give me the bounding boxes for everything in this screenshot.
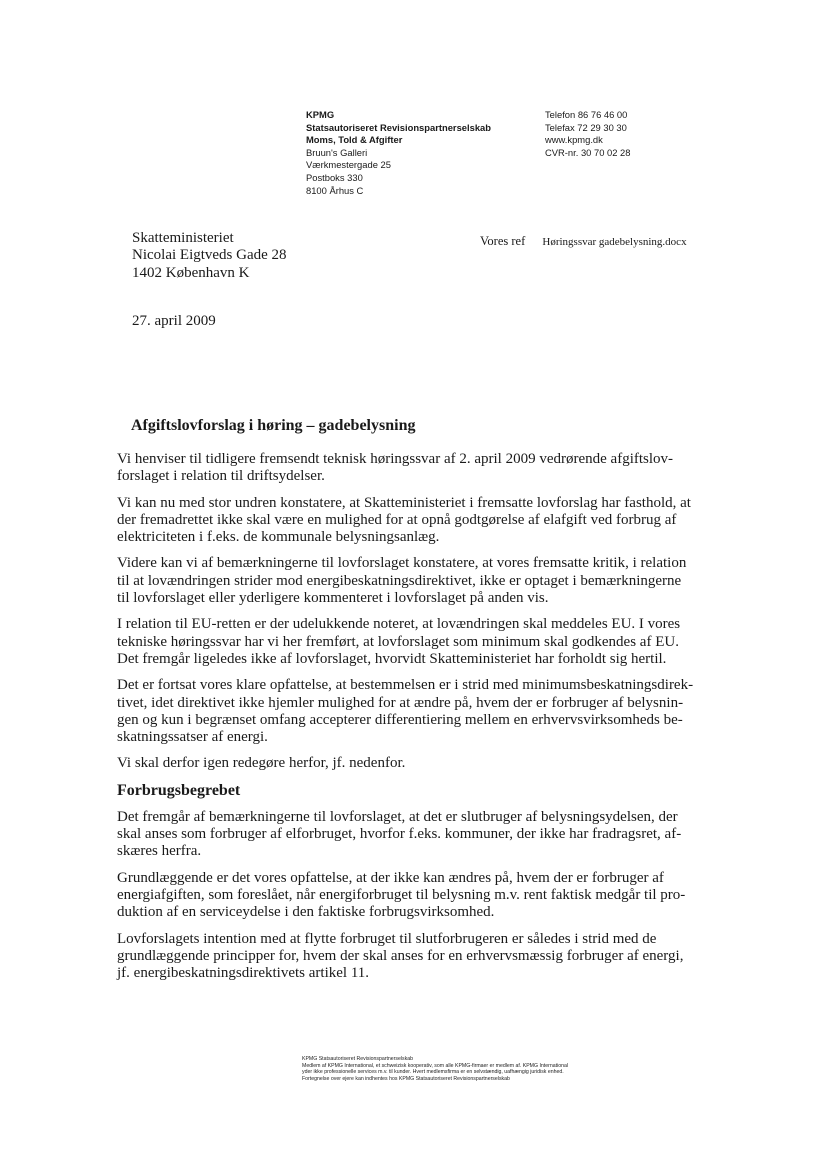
company-legal-name: Statsautoriseret Revisionspartnerselskab [306, 121, 491, 133]
paragraph [117, 931, 707, 983]
address-line: Postboks 330 [306, 171, 363, 183]
paragraph-line: Vi kan nu med stor undren konstatere, at Skatteministeriet i fremsatte lovforslag har fasthold, at [117, 494, 691, 511]
paragraph-line: duktion af en serviceydelse i den faktiske forbrugsvirksomhed. [117, 904, 495, 921]
recipient-line: Skatteministeriet [132, 230, 234, 246]
paragraph-line: I relation til EU-retten er der udelukkende noteret, at lovændringen skal meddeles EU. I vores [117, 616, 681, 633]
recipient-address [132, 230, 287, 282]
reference [480, 234, 687, 249]
recipient-line: 1402 København K [132, 264, 250, 281]
footer-legal-note [302, 1056, 568, 1082]
footer-line: Fortegnelse over ejere kan indhentes hos KPMG Statsautoriseret Revisionspartnerselskab [302, 1075, 510, 1082]
phone: Telefon 86 76 46 00 [545, 109, 628, 120]
paragraph-line: til at lovændringen strider mod energibeskatningsdirektivet, ikke er optaget i bemærkningerne [117, 572, 682, 589]
footer-line: KPMG Statsautoriseret Revisionspartnerselskab [302, 1056, 414, 1062]
company-department: Moms, Told & Afgifter [306, 134, 403, 146]
paragraph-line: tivet, idet direktivet ikke hjemler mulighed for at ændre på, hvem der er forbruger af belysnin- [117, 694, 684, 711]
address-line: 8100 Århus C [306, 184, 364, 196]
address-line: Bruun's Galleri [306, 146, 368, 158]
company-address-block [306, 109, 536, 197]
reference-value: Høringssvar gadebelysning.docx [542, 236, 687, 248]
paragraph [117, 495, 707, 547]
paragraph-line: Vi skal derfor igen redegøre herfor, jf. nedenfor. [117, 755, 406, 772]
paragraph [117, 809, 707, 861]
paragraph-line: til lovforslaget eller yderligere kommenteret i lovforslaget på anden vis. [117, 590, 549, 607]
letter-body [117, 416, 707, 982]
fax: Telefax 72 29 30 30 [545, 121, 627, 133]
contact-block [545, 109, 705, 159]
cvr-number: CVR-nr. 30 70 02 28 [545, 146, 631, 158]
paragraph-line: Grundlæggende er det vores opfattelse, at der ikke kan ændres på, hvem der er forbruger af [117, 869, 664, 886]
paragraph [117, 870, 707, 922]
paragraph-line: elektriciteten i f.eks. de kommunale belysningsanlæg. [117, 529, 440, 546]
letter-date: 27. april 2009 [132, 313, 216, 329]
paragraph-line: tekniske høringssvar har vi her fremført, at lovforslaget som minimum skal godkendes af EU. [117, 633, 679, 650]
paragraph-line: Det fremgår ligeledes ikke af lovforslaget, hvorvidt Skatteministeriet har forholdt sig hertil. [117, 650, 667, 667]
reference-label: Vores ref [480, 234, 526, 248]
paragraph-line: Videre kan vi af bemærkningerne til lovforslaget konstatere, at vores fremsatte kritik, i relation [117, 555, 687, 572]
footer-line: Medlem af KPMG International, et schweizisk kooperativ, som alle KPMG-firmaer er medlem af. KPMG International [302, 1062, 569, 1069]
address-line: Værkmestergade 25 [306, 159, 391, 171]
letter-title: Afgiftslovforslag i høring – gadebelysning [131, 417, 416, 434]
paragraph [117, 755, 707, 772]
paragraph-line: gen og kun i begrænset omfang accepterer differentiering mellem en erhvervsvirksomheds be- [117, 711, 683, 728]
paragraph-line: skal anses som forbruger af elforbruget, hvorfor f.eks. kommuner, der ikke har fradragsret, af- [117, 826, 682, 843]
recipient-line: Nicolai Eigtveds Gade 28 [132, 247, 287, 264]
paragraph [117, 616, 707, 668]
paragraph [117, 677, 707, 746]
paragraph [117, 451, 707, 486]
website: www.kpmg.dk [545, 134, 603, 146]
company-name: KPMG [306, 109, 335, 120]
paragraph-line: Lovforslagets intention med at flytte forbruget til slutforbrugeren er således i strid med de [117, 930, 657, 947]
paragraph-line: skæres herfra. [117, 843, 202, 860]
paragraph-line: Vi henviser til tidligere fremsendt teknisk høringssvar af 2. april 2009 vedrørende afgiftslov- [117, 451, 674, 467]
paragraph [117, 555, 707, 607]
paragraph-line: energiafgiften, som foreslået, når energiforbruget til belysning m.v. rent faktisk medgår til pro- [117, 886, 686, 903]
paragraph-line: forslaget i relation til driftsydelser. [117, 468, 325, 485]
paragraph-line: grundlæggende principper for, hvem der skal anses for en erhvervsmæssig forbruger af energi, [117, 947, 684, 964]
paragraph-line: Det fremgår af bemærkningerne til lovforslaget, at det er slutbruger af belysningsydelsen, der [117, 808, 678, 825]
paragraph-line: skatningssatser af energi. [117, 729, 268, 746]
paragraph-line: der fremadrettet ikke skal være en mulighed for at opnå godtgørelse af elafgift ved forbrug af [117, 511, 677, 528]
paragraph-line: jf. energibeskatningsdirektivets artikel 11. [117, 965, 370, 982]
footer-line: yder ikke professionelle services m.v. til kunder. Hvert medlemsfirma er en selvstændig, uafhængig juridisk enhed. [302, 1069, 564, 1076]
section-heading: Forbrugsbegrebet [117, 781, 241, 799]
paragraph-line: Det er fortsat vores klare opfattelse, at bestemmelsen er i strid med minimumsbeskatningsdirek- [117, 677, 694, 694]
